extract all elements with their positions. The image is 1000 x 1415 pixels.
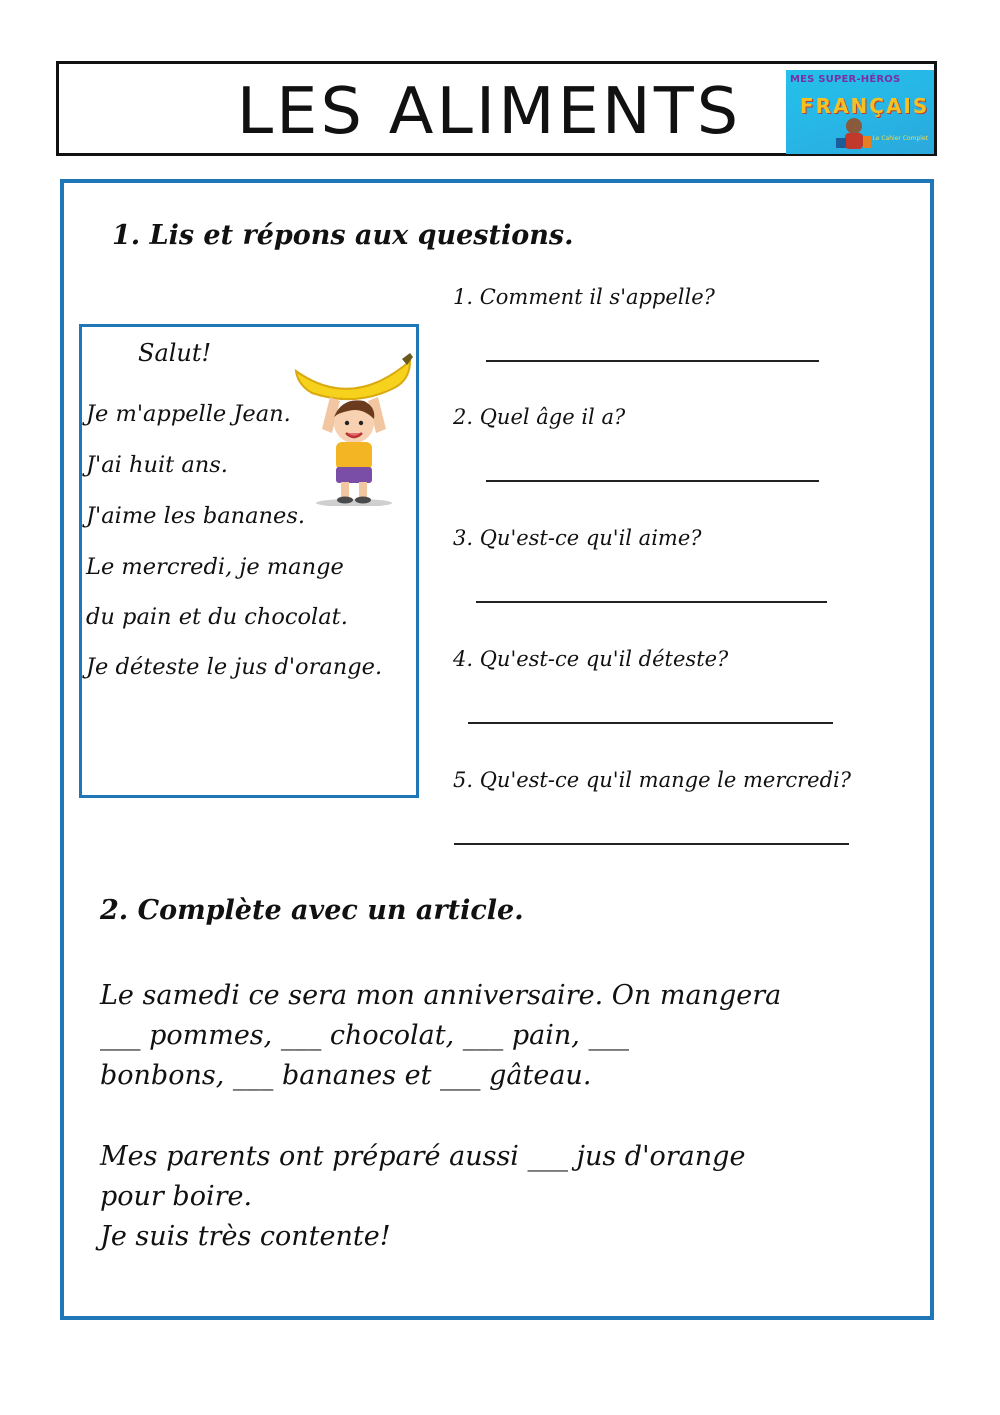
boy-holding-banana-illustration — [292, 341, 417, 506]
reading-line: J'aime les bananes. — [86, 503, 306, 529]
reading-line: du pain et du chocolat. — [86, 604, 348, 630]
reading-greeting: Salut! — [138, 339, 212, 367]
paragraph-line: ___ pommes, ___ chocolat, ___ pain, ___ — [100, 1020, 629, 1051]
logo-main-text: FRANÇAIS — [800, 94, 930, 118]
question-3: 3. Qu'est-ce qu'il aime? — [453, 526, 702, 550]
logo-sub-text: Le Cahier Complet — [872, 135, 928, 142]
logo-top-text: MES SUPER-HÉROS — [790, 74, 901, 85]
page-title: LES ALIMENTS — [236, 75, 742, 149]
reading-line: Le mercredi, je mange — [86, 554, 344, 580]
worksheet-frame — [60, 179, 934, 1320]
paragraph-line: pour boire. — [100, 1181, 253, 1212]
section2-heading: 2. Complète avec un article. — [100, 895, 524, 926]
answer-line-1[interactable] — [486, 360, 819, 362]
question-1: 1. Comment il s'appelle? — [453, 285, 715, 309]
reading-line: J'ai huit ans. — [86, 452, 228, 478]
reading-text-box — [79, 324, 419, 798]
paragraph-line: bonbons, ___ bananes et ___ gâteau. — [100, 1060, 592, 1091]
paragraph-line: Mes parents ont préparé aussi ___ jus d'orange — [100, 1141, 746, 1172]
question-2: 2. Quel âge il a? — [453, 405, 626, 429]
reading-line: Je déteste le jus d'orange. — [86, 654, 383, 680]
paragraph-line: Je suis très contente! — [100, 1221, 391, 1252]
superhero-illustration-icon — [834, 114, 874, 152]
answer-line-2[interactable] — [486, 480, 819, 482]
question-4: 4. Qu'est-ce qu'il déteste? — [453, 647, 729, 671]
logo — [786, 70, 934, 154]
paragraph-line: Le samedi ce sera mon anniversaire. On mangera — [100, 980, 782, 1011]
reading-line: Je m'appelle Jean. — [86, 401, 291, 427]
answer-line-4[interactable] — [468, 722, 833, 724]
answer-line-5[interactable] — [454, 843, 849, 845]
section1-heading: 1. Lis et répons aux questions. — [112, 220, 574, 251]
title-banner — [56, 61, 937, 156]
question-5: 5. Qu'est-ce qu'il mange le mercredi? — [453, 768, 852, 792]
answer-line-3[interactable] — [476, 601, 827, 603]
